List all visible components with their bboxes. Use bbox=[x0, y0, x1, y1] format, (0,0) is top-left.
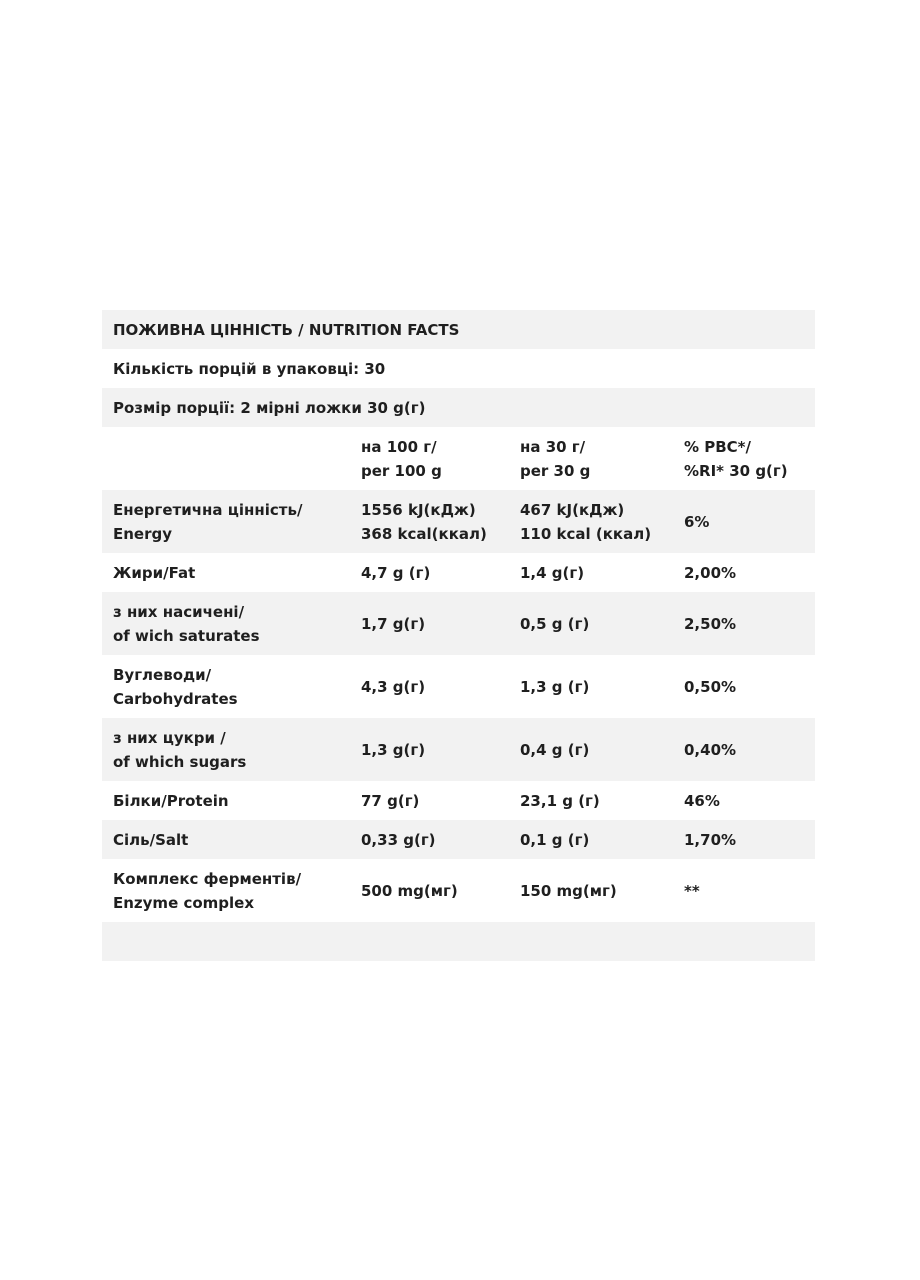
table-title-row bbox=[102, 310, 815, 349]
value-ri: 6% bbox=[684, 512, 710, 531]
value-per-30g: 0,4 g (г) bbox=[520, 740, 590, 759]
value-per-30g: 1,3 g (г) bbox=[520, 677, 590, 696]
serving-size-row bbox=[102, 388, 815, 427]
column-header-row bbox=[102, 427, 815, 490]
table-title: ПОЖИВНА ЦІННІСТЬ / NUTRITION FACTS bbox=[113, 320, 460, 339]
table-row bbox=[102, 592, 815, 655]
nutrient-name: з них цукри / of which sugars bbox=[113, 728, 247, 771]
table-footer-row bbox=[102, 922, 815, 961]
nutrient-name: Сіль/Salt bbox=[113, 830, 189, 849]
value-per-100g: 1,3 g(г) bbox=[361, 740, 426, 759]
column-header-per-30g: на 30 г/ per 30 g bbox=[520, 437, 591, 480]
value-ri: ** bbox=[684, 881, 700, 900]
column-header-per-100g: на 100 г/ per 100 g bbox=[361, 437, 442, 480]
value-ri: 46% bbox=[684, 791, 720, 810]
value-per-30g: 23,1 g (г) bbox=[520, 791, 600, 810]
value-ri: 1,70% bbox=[684, 830, 737, 849]
value-ri: 2,50% bbox=[684, 614, 737, 633]
value-per-30g: 0,1 g (г) bbox=[520, 830, 590, 849]
value-ri: 0,40% bbox=[684, 740, 737, 759]
value-per-100g: 1556 kJ(кДж) 368 kcal(ккал) bbox=[361, 500, 487, 543]
value-ri: 0,50% bbox=[684, 677, 737, 696]
table-row bbox=[102, 820, 815, 859]
table-row bbox=[102, 718, 815, 781]
value-per-100g: 0,33 g(г) bbox=[361, 830, 436, 849]
nutrient-name: з них насичені/ of wich saturates bbox=[113, 602, 260, 645]
table-row bbox=[102, 553, 815, 592]
table-row bbox=[102, 490, 815, 553]
column-header-ri: % РВС*/ %RI* 30 g(г) bbox=[684, 437, 788, 480]
nutrient-name: Білки/Protein bbox=[113, 791, 229, 810]
nutrient-name: Вуглеводи/ Carbohydrates bbox=[113, 665, 238, 708]
value-per-30g: 0,5 g (г) bbox=[520, 614, 590, 633]
value-per-100g: 1,7 g(г) bbox=[361, 614, 426, 633]
value-per-30g: 150 mg(мг) bbox=[520, 881, 617, 900]
nutrition-facts-table bbox=[102, 310, 815, 961]
servings-per-package: Кількість порцій в упаковці: 30 bbox=[113, 359, 386, 378]
value-per-100g: 4,3 g(г) bbox=[361, 677, 426, 696]
nutrient-name: Жири/Fat bbox=[113, 563, 196, 582]
table-row bbox=[102, 655, 815, 718]
table-row bbox=[102, 781, 815, 820]
table-row bbox=[102, 859, 815, 922]
value-per-100g: 500 mg(мг) bbox=[361, 881, 458, 900]
nutrient-name: Енергетична цінність/ Energy bbox=[113, 500, 303, 543]
nutrient-name: Комплекс ферментів/ Enzyme complex bbox=[113, 869, 302, 912]
value-per-30g: 467 kJ(кДж) 110 kcal (ккал) bbox=[520, 500, 652, 543]
serving-size: Розмір порції: 2 мірні ложки 30 g(г) bbox=[113, 398, 426, 417]
servings-row bbox=[102, 349, 815, 388]
value-ri: 2,00% bbox=[684, 563, 737, 582]
value-per-100g: 4,7 g (г) bbox=[361, 563, 431, 582]
value-per-100g: 77 g(г) bbox=[361, 791, 420, 810]
value-per-30g: 1,4 g(г) bbox=[520, 563, 585, 582]
